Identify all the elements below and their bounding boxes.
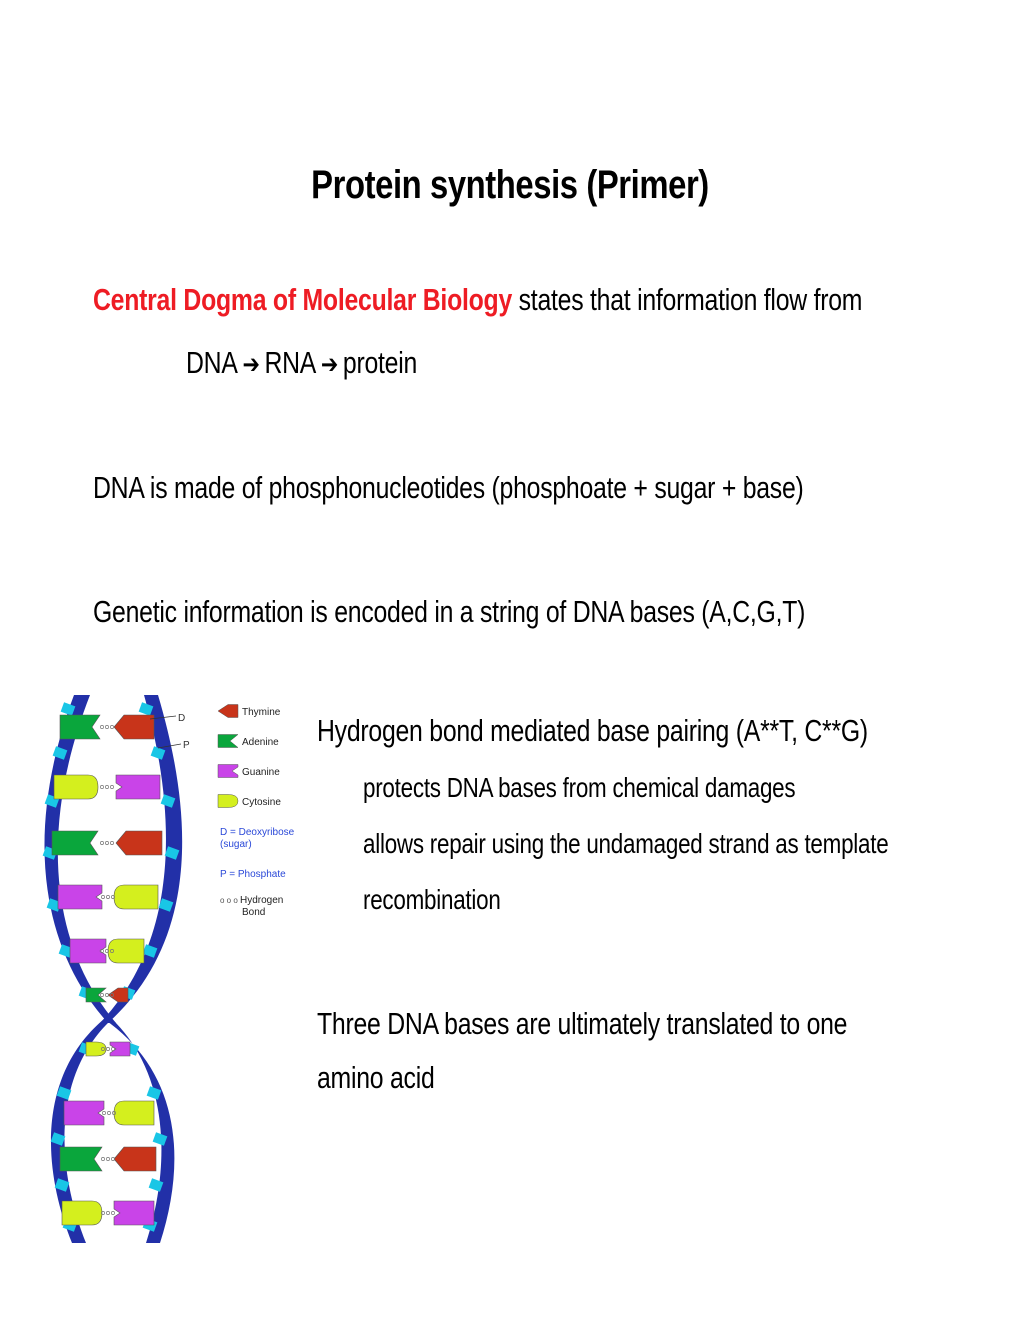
slide-title: Protein synthesis (Primer) <box>311 163 709 207</box>
adenine-shape-icon <box>218 735 238 748</box>
legend-hbond: Hydrogen <box>240 895 284 906</box>
base-right-thymine <box>116 831 162 855</box>
central-dogma-highlight: Central Dogma of Molecular Biology <box>93 282 512 317</box>
hydrogen-bond-dot <box>111 1211 114 1214</box>
hydrogen-bond-dot <box>105 841 108 844</box>
hydrogen-bond-dot <box>105 785 108 788</box>
flow-dna: DNA <box>186 345 238 380</box>
hydrogen-bond-dot <box>111 1047 114 1050</box>
hydrogen-bond-dot <box>100 725 103 728</box>
dna-composition-line: DNA is made of phosphonucleotides (phosphoate + sugar + base) <box>93 470 804 505</box>
base-right-cytosine <box>114 1101 154 1125</box>
base-right-cytosine <box>114 885 158 909</box>
translation-line-2: amino acid <box>317 1060 435 1095</box>
legend-hbond-bond: Bond <box>242 907 266 918</box>
arrow-right-icon: ➔ <box>242 349 260 379</box>
legend-label-cytosine: Cytosine <box>242 797 281 808</box>
legend-hbond-dots: o o o <box>220 896 238 905</box>
genetic-info-line: Genetic information is encoded in a string of DNA bases (A,C,G,T) <box>93 594 806 629</box>
hydrogen-bond-dot <box>106 1157 109 1160</box>
legend-deoxyribose-sugar: (sugar) <box>220 839 252 850</box>
hydrogen-bond-dot <box>107 1111 110 1114</box>
hydrogen-bond-dot <box>106 1211 109 1214</box>
hydrogen-bond-dot <box>110 725 113 728</box>
legend-phosphate: P = Phosphate <box>220 869 286 880</box>
hydrogen-bond-dot <box>105 725 108 728</box>
base-left-cytosine <box>62 1201 102 1225</box>
label-d: D <box>178 713 186 724</box>
hydrogen-bond-dot <box>100 785 103 788</box>
label-p: P <box>183 740 190 751</box>
translation-line-1: Three DNA bases are ultimately translated to one <box>317 1006 848 1041</box>
base-right-guanine <box>114 1201 154 1225</box>
cytosine-shape-icon <box>218 795 238 808</box>
pairing-point-2: allows repair using the undamaged strand as template <box>363 828 889 859</box>
hydrogen-bond-dot <box>101 895 104 898</box>
hydrogen-bond-dot <box>106 895 109 898</box>
hydrogen-bond-dot <box>100 841 103 844</box>
left-backbone-upper <box>44 695 116 1023</box>
base-left-cytosine <box>54 775 98 799</box>
base-left-adenine <box>52 831 98 855</box>
base-left-adenine <box>60 1147 102 1171</box>
base-right-thymine <box>108 988 128 1002</box>
hydrogen-bond-dot <box>106 1047 109 1050</box>
base-left-guanine <box>58 885 102 909</box>
central-dogma-line <box>93 282 862 318</box>
base-right-guanine <box>110 1042 130 1056</box>
base-left-adenine <box>60 715 100 739</box>
flow-rna: RNA <box>264 345 317 380</box>
hydrogen-bond-dot <box>100 993 103 996</box>
guanine-shape-icon <box>218 765 238 778</box>
dna-rna-protein-flow <box>186 345 417 381</box>
pairing-point-1: protects DNA bases from chemical damages <box>363 772 796 803</box>
pairing-point-3: recombination <box>363 884 501 915</box>
hydrogen-bond-dot <box>110 841 113 844</box>
legend-label-thymine: Thymine <box>242 707 281 718</box>
base-left-guanine <box>64 1101 104 1125</box>
right-backbone-upper <box>100 695 182 1023</box>
thymine-shape-icon <box>218 705 238 718</box>
base-left-cytosine <box>86 1042 106 1056</box>
arrow-right-icon: ➔ <box>320 349 339 379</box>
hydrogen-bond-dot <box>110 785 113 788</box>
base-pairing-heading: Hydrogen bond mediated base pairing (A**T, C**G) <box>317 713 868 748</box>
base-right-thymine <box>114 1147 156 1171</box>
central-dogma-rest: states that information flow from <box>512 282 863 317</box>
base-right-thymine <box>114 715 154 739</box>
base-right-guanine <box>116 775 160 799</box>
hydrogen-bond-dot <box>102 1111 105 1114</box>
hydrogen-bond-dot <box>101 1157 104 1160</box>
flow-protein: protein <box>342 345 418 380</box>
legend-label-adenine: Adenine <box>242 737 279 748</box>
base-left-adenine <box>86 988 106 1002</box>
dna-double-helix-figure <box>46 693 295 1243</box>
dna-helix <box>43 695 186 1243</box>
legend-deoxyribose: D = Deoxyribose <box>220 827 295 838</box>
legend-label-guanine: Guanine <box>242 767 280 778</box>
